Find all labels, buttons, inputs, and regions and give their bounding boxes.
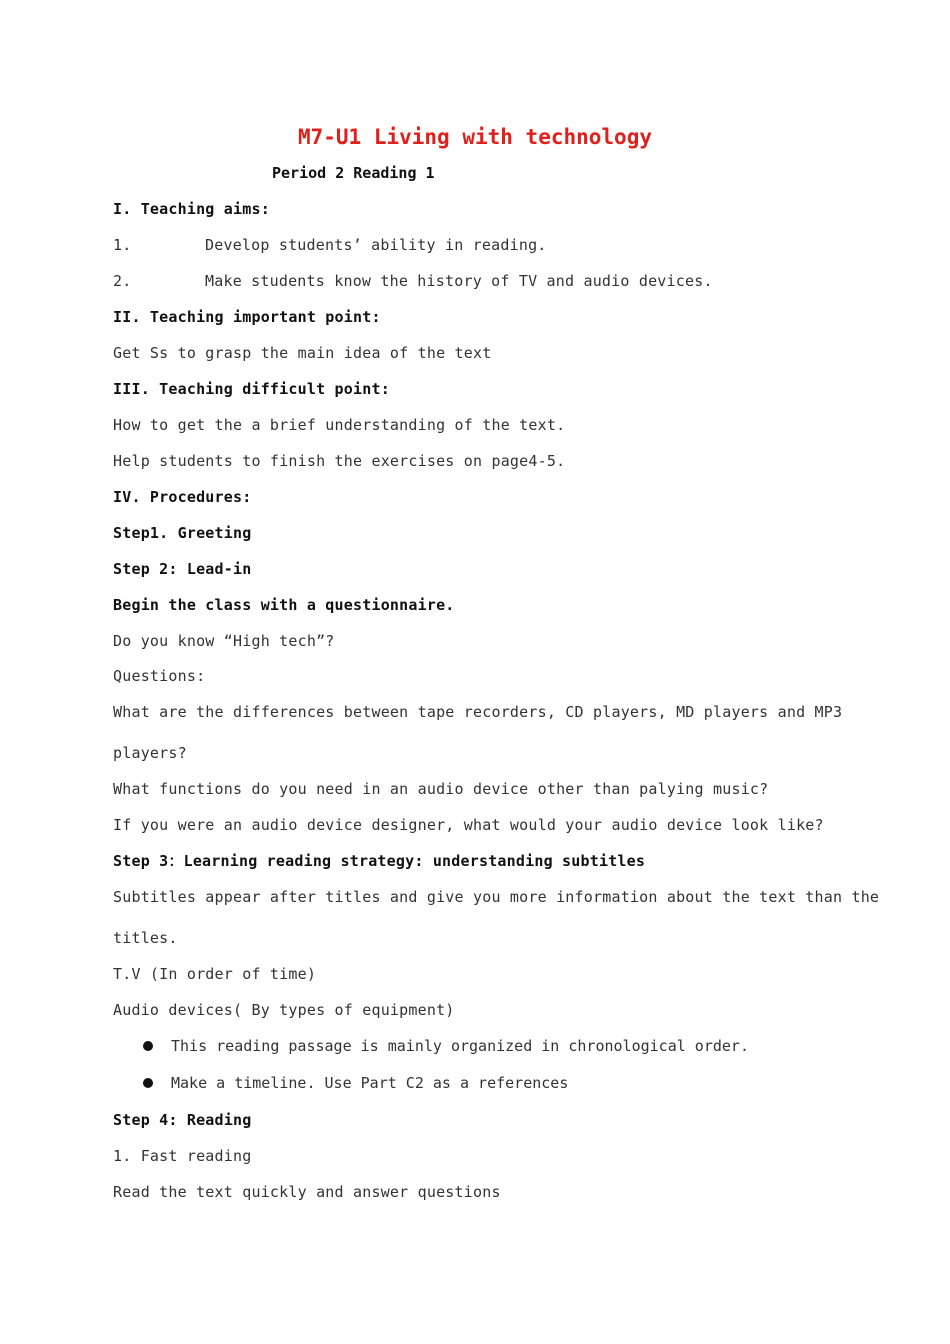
step4-heading: Step 4: Reading [113, 1111, 252, 1129]
important-point-heading: II. Teaching important point: [113, 308, 381, 326]
bullet-item-2 [143, 1073, 568, 1093]
step2-subheading: Begin the class with a questionnaire. [113, 596, 455, 614]
document-title: M7-U1 Living with technology [297, 125, 652, 149]
aim-item-1 [113, 235, 547, 255]
step2-heading: Step 2: Lead-in [113, 560, 252, 578]
fast-reading-text: Read the text quickly and answer questions [113, 1183, 501, 1201]
question-2: What functions do you need in an audio device other than palying music? [113, 780, 769, 798]
bullet-icon [143, 1041, 153, 1051]
aim-item-2 [113, 271, 713, 291]
subtitles-text-line-2: titles. [113, 929, 178, 947]
aim-number-1: 1. [113, 236, 132, 254]
audio-devices-note: Audio devices( By types of equipment) [113, 1001, 455, 1019]
difficult-point-heading: III. Teaching difficult point: [113, 380, 390, 398]
question-1-line-1: What are the differences between tape recorders, CD players, MD players and MP3 [113, 703, 843, 721]
questions-label: Questions: [113, 667, 206, 685]
important-point-text: Get Ss to grasp the main idea of the text [113, 344, 492, 362]
bullet-icon [143, 1078, 153, 1088]
difficult-point-text-1: How to get the a brief understanding of the text. [113, 416, 566, 434]
step3-heading: Step 3：Learning reading strategy: understanding subtitles [113, 852, 646, 870]
tv-note: T.V (In order of time) [113, 965, 317, 983]
aim-number-2: 2. [113, 272, 132, 290]
procedures-heading: IV. Procedures: [113, 488, 252, 506]
step1-heading: Step1. Greeting [113, 524, 252, 542]
subtitles-text-line-1: Subtitles appear after titles and give you more information about the text than the [113, 888, 880, 906]
bullet-item-1 [143, 1036, 749, 1056]
difficult-point-text-2: Help students to finish the exercises on page4-5. [113, 452, 566, 470]
document-subtitle: Period 2 Reading 1 [272, 164, 435, 182]
aims-heading: I. Teaching aims: [113, 200, 270, 218]
question-1-line-2: players? [113, 744, 187, 762]
aim-text-2: Make students know the history of TV and audio devices. [205, 272, 713, 290]
bullet-text-2: Make a timeline. Use Part C2 as a references [171, 1074, 569, 1092]
question-3: If you were an audio device designer, what would your audio device look like? [113, 816, 824, 834]
aim-text-1: Develop students’ ability in reading. [205, 236, 547, 254]
question-intro: Do you know “High tech”? [113, 632, 335, 650]
fast-reading-heading: 1. Fast reading [113, 1147, 252, 1165]
bullet-text-1: This reading passage is mainly organized in chronological order. [171, 1037, 749, 1055]
